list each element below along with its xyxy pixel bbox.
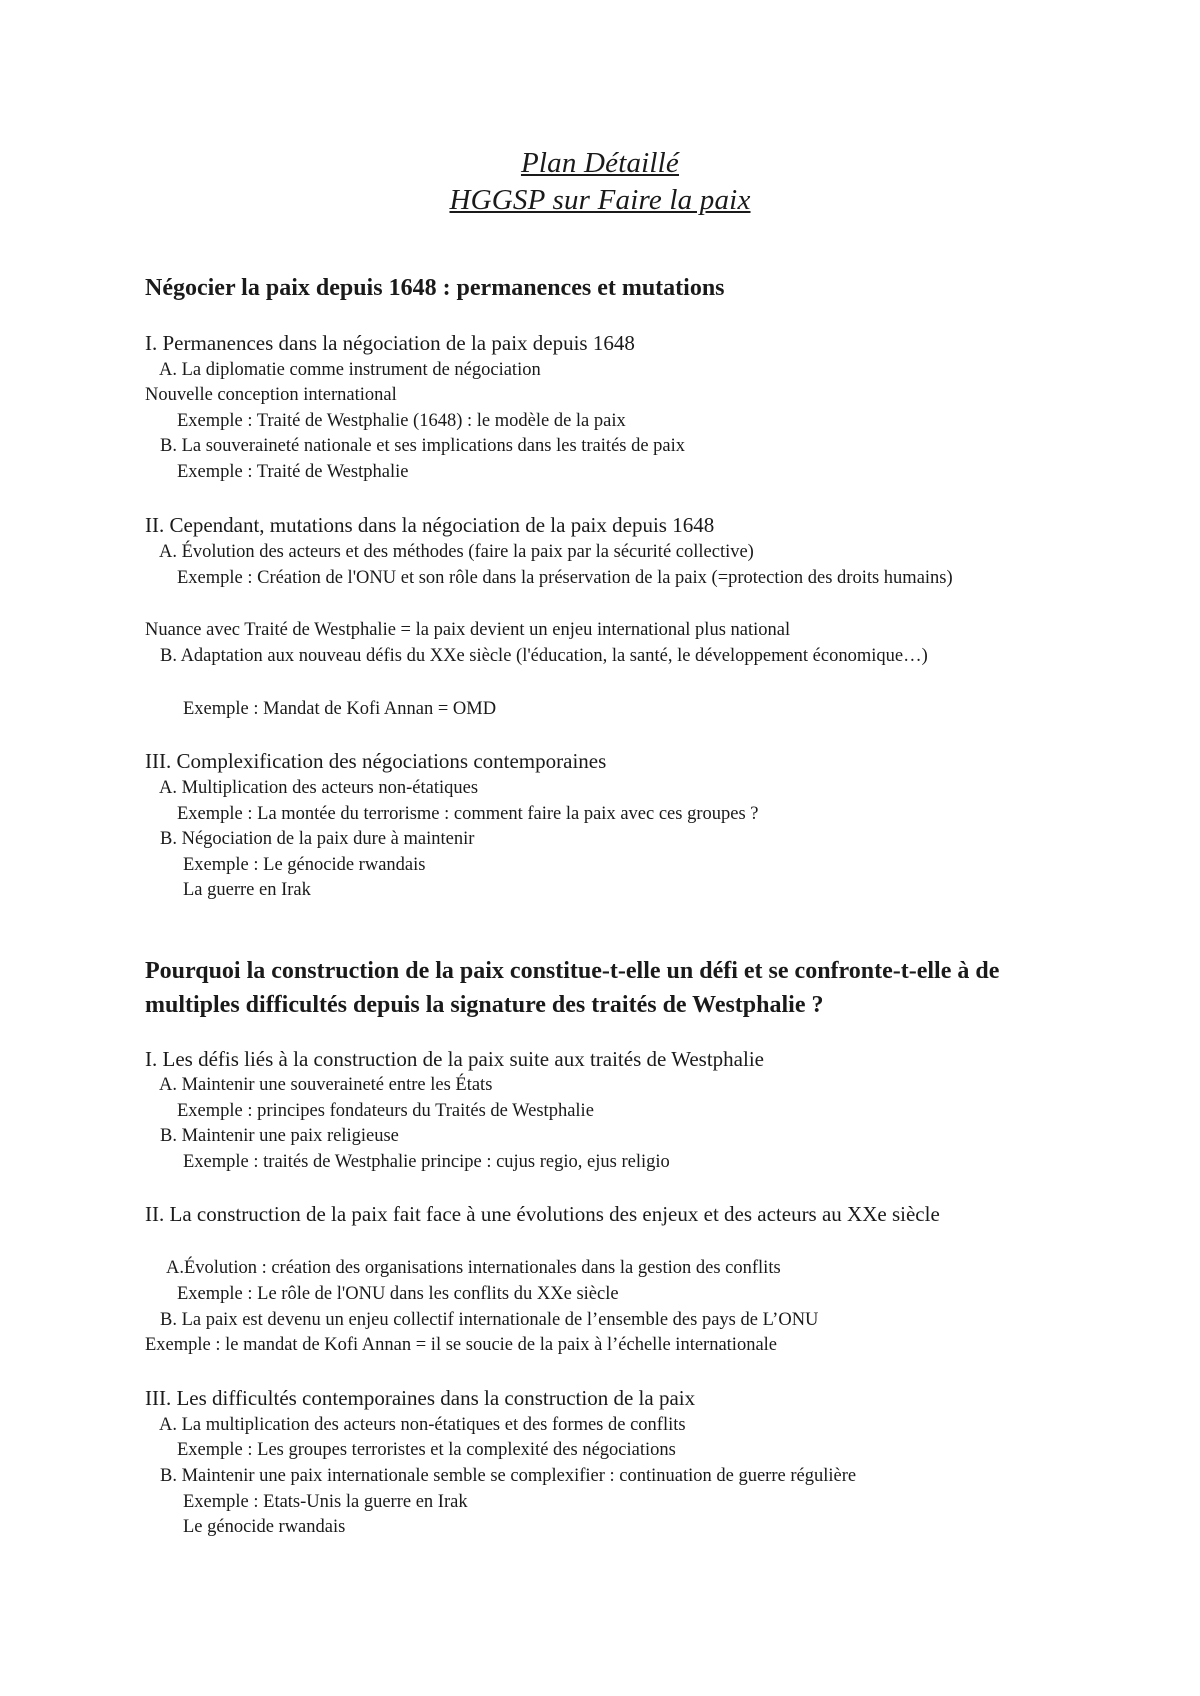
part2-section2-title: II. La construction de la paix fait face à une évolutions des enjeux et des acteurs au XXe siècle bbox=[145, 1202, 940, 1226]
part1-section1-title: I. Permanences dans la négociation de la paix depuis 1648 bbox=[145, 331, 635, 355]
document-subtitle: HGGSP sur Faire la paix bbox=[449, 184, 751, 216]
part2-s3-line: B. Maintenir une paix internationale semble se complexifier : continuation de guerre régulière bbox=[160, 1466, 857, 1486]
part1-s3-line: A. Multiplication des acteurs non-étatiques bbox=[159, 778, 479, 798]
part1-section3-title: III. Complexification des négociations contemporaines bbox=[145, 749, 607, 773]
part2-s1-line: A. Maintenir une souveraineté entre les États bbox=[159, 1075, 493, 1095]
part2-s2-line: A.Évolution : création des organisations internationales dans la gestion des conflits bbox=[166, 1258, 781, 1278]
part2-section3-title: III. Les difficultés contemporaines dans la construction de la paix bbox=[145, 1386, 696, 1410]
part1-section2-title: II. Cependant, mutations dans la négociation de la paix depuis 1648 bbox=[145, 513, 715, 537]
part2-s1-line: Exemple : traités de Westphalie principe : cujus regio, ejus religio bbox=[183, 1152, 670, 1172]
part1-s2-line: Exemple : Création de l'ONU et son rôle dans la préservation de la paix (=protection des droits humains) bbox=[177, 568, 953, 588]
part1-s3-line: B. Négociation de la paix dure à maintenir bbox=[160, 829, 475, 849]
part2-s2-line: Exemple : le mandat de Kofi Annan = il se soucie de la paix à l’échelle internationale bbox=[145, 1335, 778, 1355]
part2-s1-line: B. Maintenir une paix religieuse bbox=[160, 1126, 399, 1146]
part2-s3-line: Le génocide rwandais bbox=[183, 1517, 346, 1537]
part2-s3-line: Exemple : Etats-Unis la guerre en Irak bbox=[183, 1492, 468, 1512]
part1-s2-line: B. Adaptation aux nouveau défis du XXe siècle (l'éducation, la santé, le développement économique…) bbox=[160, 646, 928, 666]
part1-s3-line: Exemple : La montée du terrorisme : comment faire la paix avec ces groupes ? bbox=[177, 804, 759, 824]
part1-s2-line: A. Évolution des acteurs et des méthodes (faire la paix par la sécurité collective) bbox=[159, 542, 754, 562]
part1-heading: Négocier la paix depuis 1648 : permanences et mutations bbox=[145, 275, 725, 301]
part2-section1-title: I. Les défis liés à la construction de la paix suite aux traités de Westphalie bbox=[145, 1047, 764, 1071]
part1-s2-line: Exemple : Mandat de Kofi Annan = OMD bbox=[183, 699, 497, 719]
document-title: Plan Détaillé bbox=[520, 147, 680, 179]
part1-s3-line: Exemple : Le génocide rwandais bbox=[183, 855, 426, 875]
part2-s3-line: Exemple : Les groupes terroristes et la complexité des négociations bbox=[177, 1440, 676, 1460]
part1-s2-line: Nuance avec Traité de Westphalie = la paix devient un enjeu international plus national bbox=[145, 620, 791, 640]
part2-s3-line: A. La multiplication des acteurs non-étatiques et des formes de conflits bbox=[159, 1415, 686, 1435]
part1-s3-line: La guerre en Irak bbox=[183, 880, 311, 900]
part1-s1-line: Exemple : Traité de Westphalie bbox=[177, 462, 409, 482]
part2-s1-line: Exemple : principes fondateurs du Traités de Westphalie bbox=[177, 1101, 594, 1121]
part2-s2-line: Exemple : Le rôle de l'ONU dans les conflits du XXe siècle bbox=[177, 1284, 619, 1304]
part2-s2-line: B. La paix est devenu un enjeu collectif internationale de l’ensemble des pays de L’ONU bbox=[160, 1310, 819, 1330]
part1-s1-line: A. La diplomatie comme instrument de négociation bbox=[159, 360, 541, 380]
part1-s1-line: Nouvelle conception international bbox=[145, 385, 397, 405]
part1-s1-line: B. La souveraineté nationale et ses implications dans les traités de paix bbox=[160, 436, 686, 456]
part1-s1-line: Exemple : Traité de Westphalie (1648) : le modèle de la paix bbox=[177, 411, 626, 431]
part2-heading: Pourquoi la construction de la paix constitue-t-elle un défi et se confronte-t-elle à de multiples difficultés depuis la signature des traités de Westphalie ? bbox=[145, 958, 1000, 1018]
